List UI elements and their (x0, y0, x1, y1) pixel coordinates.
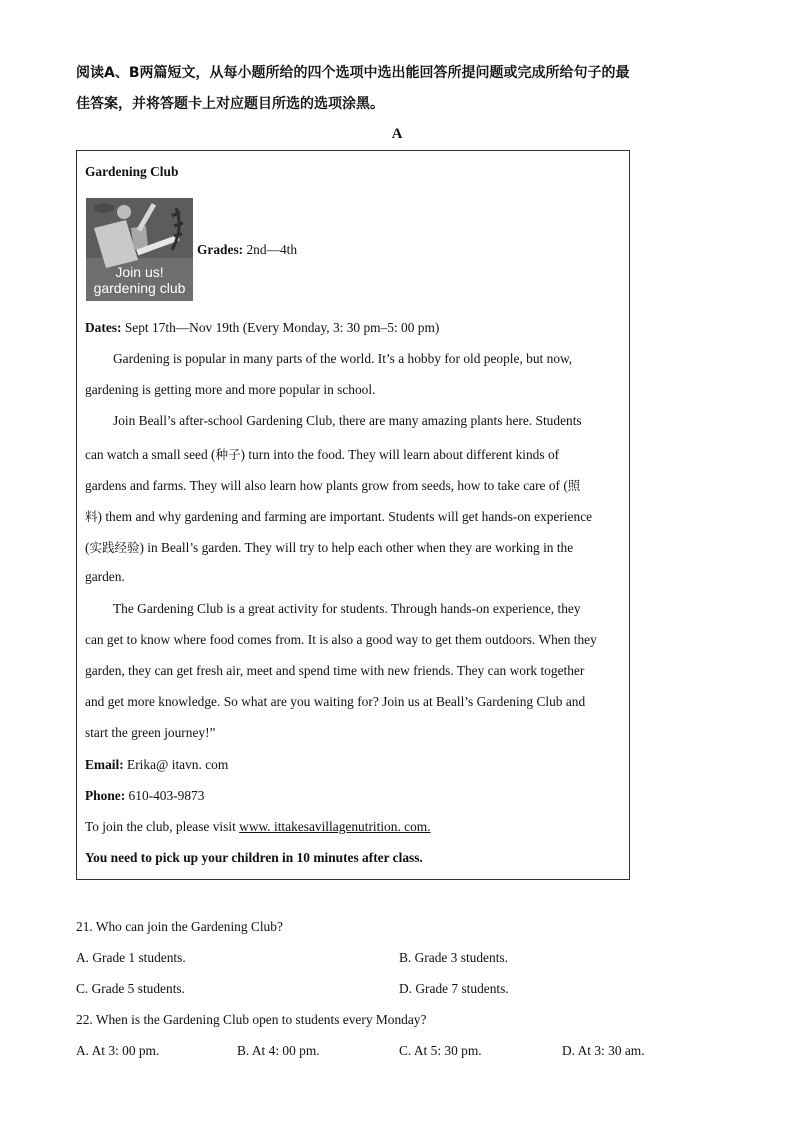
p2-l5-text-a: ( (85, 540, 90, 555)
p2-l4-chinese: 料 (85, 509, 98, 524)
paragraph-3-line-1: The Gardening Club is a great activity for students. Through hands-on experience, they (113, 601, 581, 616)
dates-line (85, 320, 439, 336)
website-link[interactable]: www. ittakesavillagenutrition. com. (239, 819, 431, 834)
p2-l3-chinese: 照 (567, 478, 581, 493)
image-text-gardening-club: gardening club (93, 280, 186, 296)
question-22-stem: 22. When is the Gardening Club open to students every Monday? (76, 1012, 427, 1027)
p2-l3-text-a: gardens and farms. They will also learn how plants grow from seeds, how to take care of ( (85, 478, 568, 493)
question-22-option-c: C. At 5: 30 pm. (399, 1043, 482, 1058)
paragraph-2-line-2 (85, 445, 559, 463)
question-22-option-a: A. At 3: 00 pm. (76, 1043, 160, 1058)
paragraph-3-line-5: start the green journey!” (85, 725, 216, 740)
question-21-option-c: C. Grade 5 students. (76, 981, 185, 996)
grades-label: Grades: (197, 242, 244, 257)
join-text: To join the club, please visit (85, 819, 240, 834)
email-value: Erika@ itavn. com (127, 757, 229, 772)
question-21-stem: 21. Who can join the Gardening Club? (76, 919, 283, 934)
ad-title: Gardening Club (85, 164, 179, 179)
paragraph-3-line-2: can get to know where food comes from. It is also a good way to get them outdoors. When they (85, 632, 597, 647)
gardening-club-ad (76, 150, 630, 880)
paragraph-1-line-2: gardening is getting more and more popular in school. (85, 382, 376, 397)
join-line (85, 819, 431, 835)
phone-label: Phone: (85, 788, 126, 803)
p2-l5-text-b: ) in Beall’s garden. They will try to help each other when they are working in the (139, 540, 574, 555)
p2-l4-text: ) them and why gardening and farming are important. Students will get hands-on experience (97, 509, 593, 524)
phone-value: 610-403-9873 (128, 788, 205, 803)
paragraph-2-line-5 (85, 538, 573, 556)
pickup-note: You need to pick up your children in 10 minutes after class. (85, 850, 423, 865)
question-21-option-b: B. Grade 3 students. (399, 950, 508, 965)
phone-line (85, 788, 204, 804)
p2-l5-chinese: 实践经验 (89, 540, 140, 555)
dates-label: Dates: (85, 320, 122, 335)
instructions (76, 58, 736, 120)
question-22-option-d: D. At 3: 30 am. (562, 1043, 645, 1058)
p2-l2-chinese: 种子 (215, 447, 241, 462)
dates-value: Sept 17th—Nov 19th (Every Monday, 3: 30 pm–5: 00 pm) (124, 320, 440, 335)
paragraph-2-line-6: garden. (85, 569, 125, 584)
paragraph-2-line-4 (85, 507, 592, 525)
gardening-club-image (86, 198, 193, 301)
image-text-join-us: Join us! (115, 264, 164, 280)
instructions-line-2: 佳答案，并将答题卡上对应题目所选的选项涂黑。 (76, 96, 384, 112)
paragraph-3-line-4: and get more knowledge. So what are you waiting for? Join us at Beall’s Gardening Club and (85, 694, 586, 709)
paragraph-3-line-3: garden, they can get fresh air, meet and spend time with new friends. They can work together (85, 663, 585, 678)
grades-line (197, 242, 297, 258)
p2-l2-text-b: ) turn into the food. They will learn about different kinds of (240, 447, 560, 462)
question-21-option-d: D. Grade 7 students. (399, 981, 509, 996)
question-21-option-a: A. Grade 1 students. (76, 950, 186, 965)
paragraph-2-line-1: Join Beall’s after-school Gardening Club, there are many amazing plants here. Students (113, 413, 582, 428)
question-22-option-b: B. At 4: 00 pm. (237, 1043, 320, 1058)
paragraph-2-line-3 (85, 476, 580, 494)
passage-label: A (391, 126, 403, 142)
instructions-line-1: 阅读A、B两篇短文，从每小题所给的四个选项中选出能回答所提问题或完成所给句子的最 (76, 65, 630, 81)
paragraph-1-line-1: Gardening is popular in many parts of the world. It’s a hobby for old people, but now, (113, 351, 573, 366)
email-line (85, 757, 228, 773)
email-label: Email: (85, 757, 124, 772)
grades-value: 2nd—4th (246, 242, 298, 257)
p2-l2-text-a: can watch a small seed ( (85, 447, 216, 462)
